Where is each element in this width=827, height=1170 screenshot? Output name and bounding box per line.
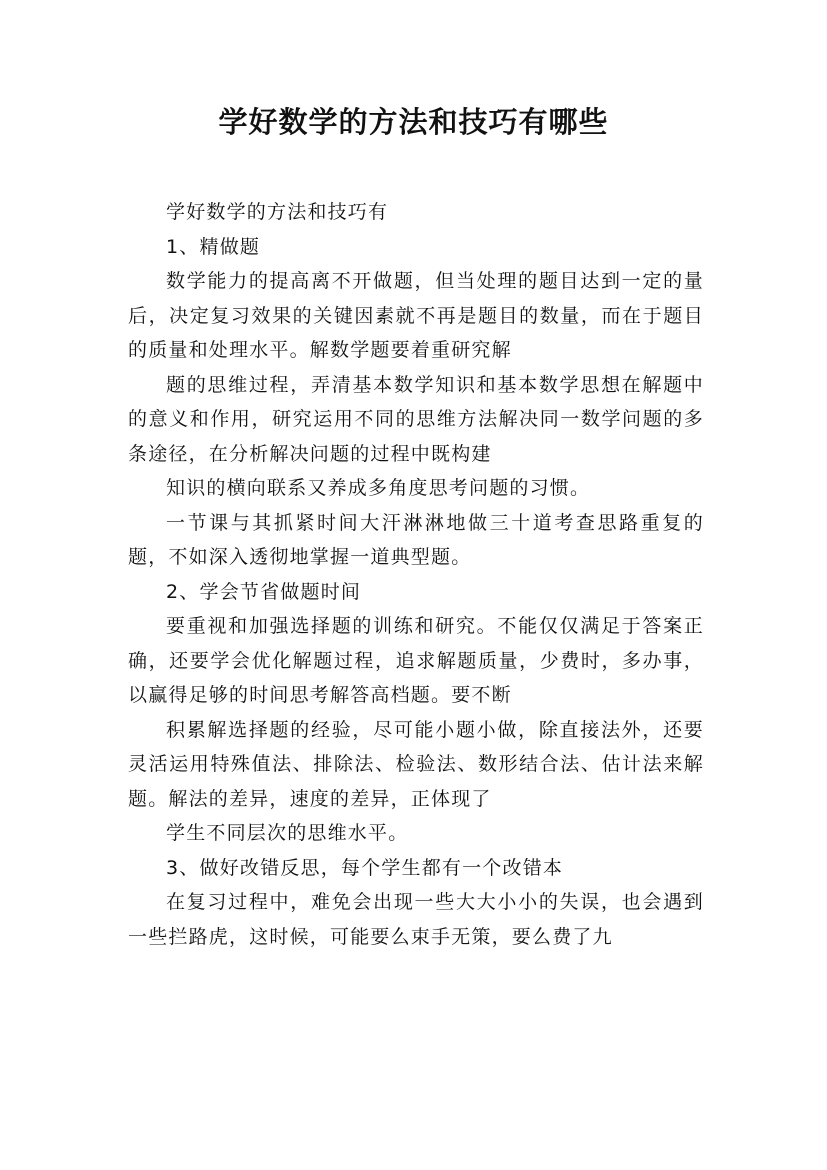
paragraph: 在复习过程中，难免会出现一些大大小小的失误，也会遇到一些拦路虎，这时候，可能要么束手无策，要么费了九 <box>128 891 704 948</box>
paragraph: 积累解选择题的经验，尽可能小题小做，除直接法外，还要灵活运用特殊值法、排除法、检验法、数形结合法、估计法来解题。解法的差异，速度的差异，正体现了 <box>128 718 704 810</box>
paragraph: 要重视和加强选择题的训练和研究。不能仅仅满足于答案正确，还要学会优化解题过程，追求解题质量，少费时，多办事，以赢得足够的时间思考解答高档题。要不断 <box>128 615 704 706</box>
paragraph: 一节课与其抓紧时间大汗淋淋地做三十道考查思路重复的题，不如深入透彻地掌握一道典型题。 <box>128 511 704 568</box>
section-heading: 2、学会节省做题时间 <box>166 580 362 603</box>
section-heading: 1、精做题 <box>166 235 261 258</box>
paragraph: 学好数学的方法和技巧有 <box>166 201 389 223</box>
paragraph: 数学能力的提高离不开做题，但当处理的题目达到一定的量后，决定复习效果的关键因素就不再是题目的数量，而在于题目的质量和处理水平。解数学题要着重研究解 <box>128 270 704 361</box>
paragraph: 题的思维过程，弄清基本数学知识和基本数学思想在解题中的意义和作用，研究运用不同的思维方法解决同一数学问题的多条途径，在分析解决问题的过程中既构建 <box>128 373 704 465</box>
document-body <box>128 195 704 954</box>
paragraph: 知识的横向联系又养成多角度思考问题的习惯。 <box>166 477 591 499</box>
document-title: 学好数学的方法和技巧有哪些 <box>218 105 609 139</box>
paragraph: 学生不同层次的思维水平。 <box>166 822 409 844</box>
section-heading: 3、做好改错反思，每个学生都有一个改错本 <box>166 856 564 879</box>
